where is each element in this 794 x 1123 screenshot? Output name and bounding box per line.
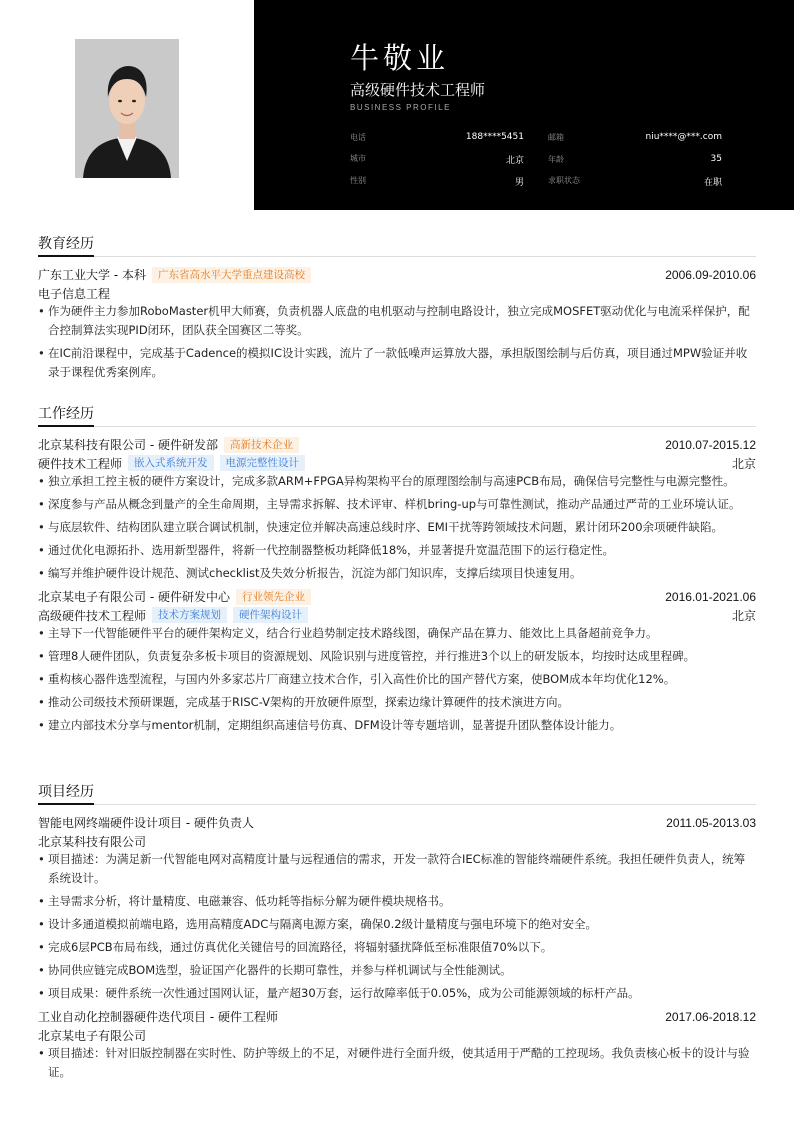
list-item: • 完成6层PCB布局布线，通过仿真优化关键信号的回流路径，将辐射骚扰降低至标准限值70%以下。: [38, 938, 756, 957]
info-label: 城市: [350, 153, 366, 163]
info-row: [350, 126, 722, 148]
project-bullets: [38, 1044, 756, 1082]
info-age: [548, 154, 722, 165]
list-item: • 与底层软件、结构团队建立联合调试机制，快速定位并解决高速总线时序、EMI干扰等跨领域技术问题，累计闭环200余项硬件缺陷。: [38, 518, 756, 537]
profile-label: BUSINESS PROFILE: [350, 103, 451, 112]
section-title: 项目经历: [38, 784, 94, 800]
info-email: [548, 132, 722, 143]
job-bullets: [38, 472, 756, 583]
school-tag: 广东省高水平大学重点建设高校: [152, 267, 311, 283]
job-head: [38, 435, 756, 454]
profile-photo: [75, 39, 179, 178]
job-head: [38, 587, 756, 606]
job-city: 北京: [731, 608, 756, 623]
job-role: 高级硬件技术工程师: [38, 608, 147, 623]
project-company-row: [38, 832, 756, 850]
section-divider: [38, 804, 756, 805]
resume-header: [0, 0, 794, 210]
company-name: 北京某电子有限公司 - 硬件研发中心: [38, 590, 230, 604]
header-panel: [254, 0, 794, 210]
job-entry: [38, 435, 756, 583]
info-phone: [350, 132, 524, 143]
project-date: 2017.06-2018.12: [665, 1009, 756, 1024]
project-company: 北京某电子有限公司: [38, 1028, 147, 1043]
job-date: 2010.07-2015.12: [665, 437, 756, 452]
project-company: 北京某科技有限公司: [38, 834, 147, 849]
list-item: • 项目描述：为满足新一代智能电网对高精度计量与远程通信的需求，开发一款符合IEC标准的智能终端硬件系统。我担任硬件负责人，统筹系统设计。: [38, 850, 756, 888]
project-name: 智能电网终端硬件设计项目 - 硬件负责人: [38, 816, 254, 830]
section-title: 教育经历: [38, 236, 94, 252]
job-entry: [38, 587, 756, 735]
education-bullets: [38, 302, 756, 382]
company-tag: 高新技术企业: [224, 437, 299, 453]
candidate-title: 高级硬件技术工程师: [350, 81, 486, 99]
project-company-row: [38, 1026, 756, 1044]
list-item: • 在IC前沿课程中，完成基于Cadence的模拟IC设计实践，流片了一款低噪声运算放大器，承担版图绘制与后仿真，项目通过MPW验证并收录于课程优秀案例库。: [38, 344, 756, 382]
job-date: 2016.01-2021.06: [665, 589, 756, 604]
section-title: 工作经历: [38, 406, 94, 422]
list-item: • 重构核心器件选型流程，与国内外多家芯片厂商建立技术合作，引入高性价比的国产替代方案，使BOM成本年均优化12%。: [38, 670, 756, 689]
info-value: 188****5451: [465, 131, 524, 142]
info-label: 年龄: [548, 154, 564, 164]
info-job-status: [548, 175, 722, 188]
role-tag: 嵌入式系统开发: [128, 455, 214, 471]
education-section: [38, 233, 756, 386]
info-value: 35: [710, 153, 722, 164]
project-entry: [38, 1007, 756, 1082]
job-city: 北京: [731, 456, 756, 471]
role-tag: 技术方案规划: [152, 607, 227, 623]
list-item: • 作为硬件主力参加RoboMaster机甲大师赛，负责机器人底盘的电机驱动与控制电路设计，独立完成MOSFET驱动优化与电流采样保护，配合控制算法实现PID闭环，团队获全国赛区二等奖。: [38, 302, 756, 340]
project-date: 2011.05-2013.03: [666, 815, 756, 830]
list-item: • 管理8人硬件团队，负责复杂多板卡项目的资源规划、风险识别与进度管控，并行推进3个以上的研发版本，均按时达成里程碑。: [38, 647, 756, 666]
info-label: 性别: [350, 175, 366, 185]
education-major-row: [38, 284, 756, 302]
project-head: [38, 1007, 756, 1026]
section-divider: [38, 256, 756, 257]
education-entry-head: [38, 265, 756, 284]
project-entry: [38, 813, 756, 1003]
candidate-name: 牛敬业: [350, 41, 450, 75]
project-bullets: [38, 850, 756, 1003]
contact-info: [350, 126, 722, 192]
list-item: • 通过优化电源拓扑、选用新型器件，将新一代控制器整板功耗降低18%，并显著提升宽温范围下的运行稳定性。: [38, 541, 756, 560]
job-role: 硬件技术工程师: [38, 456, 123, 471]
list-item: • 项目成果：硬件系统一次性通过国网认证，量产超30万套，运行故障率低于0.05%，成为公司能源领域的标杆产品。: [38, 984, 756, 1003]
list-item: • 建立内部技术分享与mentor机制，定期组织高速信号仿真、DFM设计等专题培训，显著提升团队整体设计能力。: [38, 716, 756, 735]
role-tag: 硬件架构设计: [233, 607, 308, 623]
list-item: • 深度参与产品从概念到量产的全生命周期，主导需求拆解、技术评审、样机bring-up与可靠性测试，推动产品通过严苛的工业环境认证。: [38, 495, 756, 514]
list-item: • 主导下一代智能硬件平台的硬件架构定义，结合行业趋势制定技术路线图，确保产品在算力、能效比上具备超前竞争力。: [38, 624, 756, 643]
job-role-row: [38, 606, 756, 624]
info-gender: [350, 175, 524, 188]
list-item: • 推动公司级技术预研课题，完成基于RISC-V架构的开放硬件原型，探索边缘计算硬件的技术演进方向。: [38, 693, 756, 712]
job-bullets: [38, 624, 756, 735]
list-item: • 项目描述：针对旧版控制器在实时性、防护等级上的不足，对硬件进行全面升级，使其适用于严酷的工控现场。我负责核心板卡的设计与验证。: [38, 1044, 756, 1082]
info-value: niu****@***.com: [645, 131, 722, 142]
info-label: 求职状态: [548, 175, 580, 185]
info-value: 男: [514, 177, 524, 188]
education-date: 2006.09-2010.06: [665, 267, 756, 282]
info-label: 邮箱: [548, 132, 564, 142]
company-name: 北京某科技有限公司 - 硬件研发部: [38, 438, 218, 452]
info-label: 电话: [350, 132, 366, 142]
info-city: [350, 153, 524, 166]
list-item: • 协同供应链完成BOM选型，验证国产化器件的长期可靠性，并参与样机调试与全性能测试。: [38, 961, 756, 980]
info-value: 北京: [505, 155, 524, 166]
projects-section: [38, 781, 756, 1086]
list-item: • 设计多通道模拟前端电路，选用高精度ADC与隔离电源方案，确保0.2级计量精度与强电环境下的绝对安全。: [38, 915, 756, 934]
major-name: 电子信息工程: [38, 286, 111, 301]
company-tag: 行业领先企业: [236, 589, 311, 605]
job-role-row: [38, 454, 756, 472]
work-section: [38, 403, 756, 739]
list-item: • 主导需求分析，将计量精度、电磁兼容、低功耗等指标分解为硬件模块规格书。: [38, 892, 756, 911]
project-name: 工业自动化控制器硬件迭代项目 - 硬件工程师: [38, 1010, 278, 1024]
list-item: • 编写并维护硬件设计规范、测试checklist及失效分析报告，沉淀为部门知识库，支撑后续项目快速复用。: [38, 564, 756, 583]
avatar-portrait: [75, 39, 179, 178]
school-name: 广东工业大学 - 本科: [38, 268, 146, 282]
list-item: • 独立承担工控主板的硬件方案设计，完成多款ARM+FPGA异构架构平台的原理图绘制与高速PCB布局，确保信号完整性与电源完整性。: [38, 472, 756, 491]
info-row: [350, 170, 722, 192]
section-divider: [38, 426, 756, 427]
project-head: [38, 813, 756, 832]
info-row: [350, 148, 722, 170]
role-tag: 电源完整性设计: [220, 455, 306, 471]
info-value: 在职: [703, 177, 722, 188]
